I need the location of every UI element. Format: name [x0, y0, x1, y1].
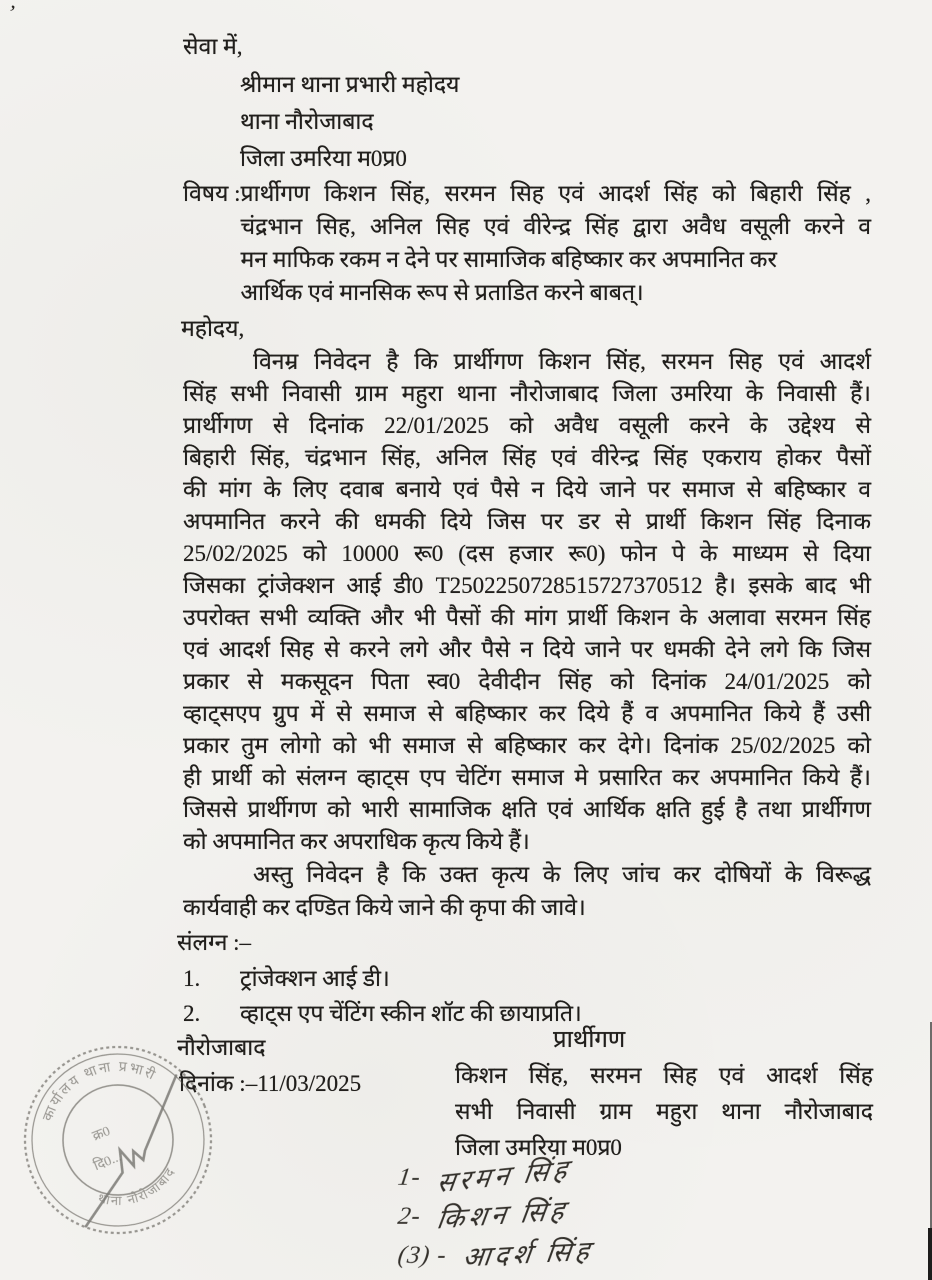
body-line: अपमानित करने की धमकी दिये जिस पर डर से प्रार्थी किशन सिंह दिनाक [183, 509, 871, 534]
signature-number: (3) - [396, 1242, 449, 1269]
subject-block [183, 177, 871, 309]
date-line: दिनांक :–11/03/2025 [179, 1071, 362, 1096]
handwritten-signatures [396, 1153, 595, 1273]
enclosure-number: 2. [183, 1001, 201, 1026]
body-line: बिहारी सिंह, चंद्रभान सिंह, अनिल सिंह एवं वीरेन्द्र सिंह एकराय होकर पैसों [183, 445, 871, 470]
signature-number: 2- [396, 1203, 423, 1230]
signature-row [398, 1195, 593, 1234]
applicant-block [455, 1058, 873, 1166]
signature-row [398, 1234, 593, 1273]
enclosure-text: व्हाट्स एप चेंटिंग स्कीन शॉट की छायाप्रति। [240, 1001, 582, 1026]
subject-line: आर्थिक एवं मानसिक रूप से प्रताडित करने बाबत्। [240, 280, 644, 305]
body-line: प्रार्थीगण से दिनांक 22/01/2025 को अवैध वसूली करने के उद्देश्य से [183, 413, 871, 438]
recipient-block [183, 66, 871, 177]
recipient-line: थाना नौरोजाबाद [240, 109, 374, 134]
body-line: को अपमानित कर अपराधिक कृत्य किये हैं। [183, 829, 530, 854]
body-paragraph [183, 346, 871, 858]
body-line: जिसका ट्रांजेक्शन आई डी0 T2502250728515727370512 है। इसके बाद भी [183, 573, 871, 598]
body-line: उपरोक्त सभी व्यक्ति और भी पैसों की मांग प्रार्थी किशन के अलावा सरमन सिंह [183, 605, 871, 630]
signature-number: 1- [396, 1164, 423, 1191]
subject-line: प्रार्थीगण किशन सिंह, सरमन सिह एवं आदर्श सिंह को बिहारी सिंह , [240, 181, 871, 206]
stamp-arc-bottom-text: थाना नौरोजाबाद [96, 1163, 179, 1209]
enclosure-text: ट्रांजेक्शन आई डी। [240, 966, 390, 991]
enclosure-label: संलग्न :– [177, 930, 252, 955]
greeting: महोदय, [181, 316, 245, 341]
stamp-date-label: दि0... [91, 1149, 124, 1175]
body-line: एवं आदर्श सिह से करने लगे और पैसे न दिये जाने पर धमकी देने लगे कि जिस [183, 637, 871, 662]
enclosure-number: 1. [183, 966, 201, 991]
request-paragraph [183, 858, 871, 924]
scan-corner-artifact: ’ [5, 0, 18, 26]
body-line: जिससे प्रार्थीगण को भारी सामाजिक क्षति एवं आर्थिक क्षति हुई है तथा प्रार्थीगण [183, 797, 871, 822]
request-line: अस्तु निवेदन है कि उक्त कृत्य के लिए जांच कर दोषियों के विरूद्ध [253, 862, 871, 887]
body-line: 25/02/2025 को 10000 रू0 (दस हजार रू0) फोन पे के माध्यम से दिया [183, 541, 871, 566]
stamp-arc-top-text: कार्यालय थाना प्रभारी [40, 1059, 159, 1124]
body-line: की मांग के लिए दवाब बनाये एवं पैसे न दिये जाने पर समाज से बहिष्कार व [183, 477, 871, 502]
signature-name: आदर्श सिंह [460, 1235, 595, 1273]
enclosure-item [183, 961, 871, 996]
salutation: सेवा में, [183, 34, 243, 59]
body-line: प्रकार से मकसूदन पिता स्व0 देवीदीन सिंह को दिनांक 24/01/2025 को [183, 669, 871, 694]
signature-name: किशन सिंह [434, 1195, 570, 1235]
svg-text:कार्यालय थाना प्रभारी [29, 1041, 164, 1127]
enclosure-item [183, 996, 871, 1031]
request-line: कार्यवाही कर दण्डित किये जाने की कृपा की जावे। [183, 895, 586, 920]
applicant-line: जिला उमरिया म0प्र0 [455, 1135, 622, 1160]
letter-content [177, 28, 871, 1102]
subject-line: चंद्रभान सिह, अनिल सिह एवं वीरेन्द्र सिंह द्वारा अवैध वसूली करने व [240, 214, 871, 239]
body-line: सिंह सभी निवासी ग्राम महुरा थाना नौरोजाबाद जिला उमरिया के निवासी हैं। [183, 381, 871, 406]
subject-label: विषय : [183, 181, 241, 206]
applicant-line: सभी निवासी ग्राम महुरा थाना नौरोजाबाद [455, 1099, 873, 1124]
stamp-number-label: क्र0 [90, 1123, 113, 1145]
applicant-label: प्रार्थीगण [553, 1027, 626, 1053]
body-line: ही प्रार्थी को संलग्न व्हाट्स एप चेटिंग समाज मे प्रसारित कर अपमानित किये हैं। [183, 765, 871, 790]
signature-row [396, 1153, 593, 1199]
body-line: प्रकार तुम लोगो को भी समाज से बहिष्कार कर देगे। दिनांक 25/02/2025 को [183, 733, 871, 758]
subject-text [241, 177, 871, 309]
signature-name: सरमन सिंह [434, 1153, 574, 1199]
applicant-line: किशन सिंह, सरमन सिह एवं आदर्श सिंह [455, 1063, 873, 1088]
body-line: व्हाट्सएप ग्रुप में से समाज से बहिष्कार कर दिये हैं व अपमानित किये हैं उसी [183, 701, 871, 726]
place-name: नौरोजाबाद [177, 1035, 266, 1060]
recipient-line: श्रीमान थाना प्रभारी महोदय [240, 72, 460, 97]
recipient-line: जिला उमरिया म0प्र0 [240, 146, 407, 171]
scan-edge-artifact [928, 1228, 932, 1280]
subject-line: मन माफिक रकम न देने पर सामाजिक बहिष्कार कर अपमानित कर [240, 247, 777, 272]
body-line: विनम्र निवेदन है कि प्रार्थीगण किशन सिंह, सरमन सिह एवं आदर्श [253, 349, 871, 374]
